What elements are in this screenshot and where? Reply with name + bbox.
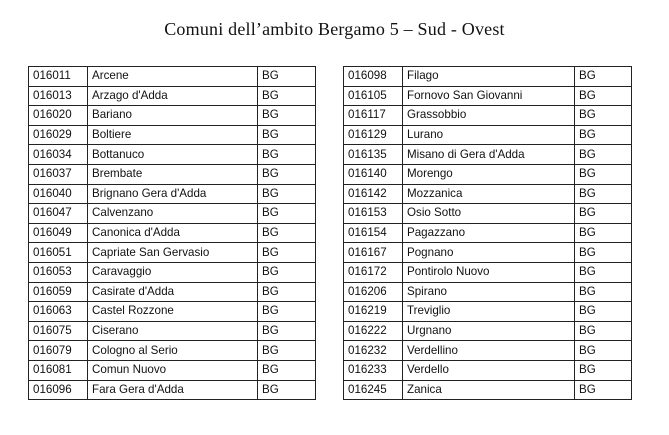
istat-code-cell: 016049: [29, 223, 88, 243]
istat-code-cell: 016219: [344, 302, 403, 322]
municipality-table-right: [343, 66, 632, 400]
province-cell: BG: [575, 204, 632, 224]
municipality-name-cell: Caravaggio: [88, 262, 258, 282]
istat-code-cell: 016059: [29, 282, 88, 302]
municipality-name-cell: Spirano: [403, 282, 575, 302]
province-cell: BG: [575, 341, 632, 361]
istat-code-cell: 016129: [344, 125, 403, 145]
province-cell: BG: [258, 262, 316, 282]
province-cell: BG: [258, 184, 316, 204]
municipality-name-cell: Brignano Gera d'Adda: [88, 184, 258, 204]
province-cell: BG: [575, 223, 632, 243]
municipality-name-cell: Boltiere: [88, 125, 258, 145]
table-row: [29, 282, 316, 302]
province-cell: BG: [258, 86, 316, 106]
table-row: [29, 184, 316, 204]
table-row: [29, 223, 316, 243]
province-cell: BG: [575, 321, 632, 341]
istat-code-cell: 016013: [29, 86, 88, 106]
table-row: [29, 262, 316, 282]
municipality-name-cell: Comun Nuovo: [88, 360, 258, 380]
table-row: [29, 145, 316, 165]
table-row: [344, 380, 632, 400]
table-row: [29, 86, 316, 106]
municipality-name-cell: Urgnano: [403, 321, 575, 341]
province-cell: BG: [575, 360, 632, 380]
province-cell: BG: [575, 380, 632, 400]
istat-code-cell: 016153: [344, 204, 403, 224]
istat-code-cell: 016233: [344, 360, 403, 380]
istat-code-cell: 016222: [344, 321, 403, 341]
province-cell: BG: [575, 145, 632, 165]
municipality-name-cell: Arzago d'Adda: [88, 86, 258, 106]
istat-code-cell: 016047: [29, 204, 88, 224]
istat-code-cell: 016051: [29, 243, 88, 263]
table-row: [29, 204, 316, 224]
municipality-name-cell: Pognano: [403, 243, 575, 263]
istat-code-cell: 016011: [29, 67, 88, 87]
municipality-name-cell: Mozzanica: [403, 184, 575, 204]
province-cell: BG: [258, 204, 316, 224]
province-cell: BG: [575, 86, 632, 106]
istat-code-cell: 016105: [344, 86, 403, 106]
municipality-name-cell: Castel Rozzone: [88, 302, 258, 322]
province-cell: BG: [258, 125, 316, 145]
table-row: [344, 164, 632, 184]
municipality-name-cell: Treviglio: [403, 302, 575, 322]
istat-code-cell: 016081: [29, 360, 88, 380]
table-row: [344, 106, 632, 126]
table-row: [344, 204, 632, 224]
table-row: [29, 302, 316, 322]
municipality-name-cell: Canonica d'Adda: [88, 223, 258, 243]
table-row: [29, 360, 316, 380]
istat-code-cell: 016117: [344, 106, 403, 126]
province-cell: BG: [258, 164, 316, 184]
istat-code-cell: 016040: [29, 184, 88, 204]
municipality-name-cell: Capriate San Gervasio: [88, 243, 258, 263]
istat-code-cell: 016098: [344, 67, 403, 87]
province-cell: BG: [258, 360, 316, 380]
municipality-name-cell: Fara Gera d'Adda: [88, 380, 258, 400]
municipality-name-cell: Osio Sotto: [403, 204, 575, 224]
province-cell: BG: [258, 67, 316, 87]
istat-code-cell: 016096: [29, 380, 88, 400]
table-row: [344, 341, 632, 361]
istat-code-cell: 016079: [29, 341, 88, 361]
municipality-name-cell: Pagazzano: [403, 223, 575, 243]
province-cell: BG: [258, 243, 316, 263]
municipality-table-left: [28, 66, 316, 400]
province-cell: BG: [575, 106, 632, 126]
table-row: [344, 86, 632, 106]
municipality-name-cell: Brembate: [88, 164, 258, 184]
istat-code-cell: 016034: [29, 145, 88, 165]
province-cell: BG: [258, 223, 316, 243]
municipality-name-cell: Calvenzano: [88, 204, 258, 224]
municipality-name-cell: Ciserano: [88, 321, 258, 341]
municipality-name-cell: Arcene: [88, 67, 258, 87]
municipality-name-cell: Verdello: [403, 360, 575, 380]
province-cell: BG: [575, 184, 632, 204]
table-row: [344, 223, 632, 243]
istat-code-cell: 016020: [29, 106, 88, 126]
province-cell: BG: [258, 282, 316, 302]
istat-code-cell: 016232: [344, 341, 403, 361]
province-cell: BG: [575, 282, 632, 302]
table-row: [344, 360, 632, 380]
municipality-name-cell: Bariano: [88, 106, 258, 126]
province-cell: BG: [575, 164, 632, 184]
municipality-name-cell: Bottanuco: [88, 145, 258, 165]
istat-code-cell: 016063: [29, 302, 88, 322]
table-row: [29, 321, 316, 341]
province-cell: BG: [575, 125, 632, 145]
table-row: [344, 145, 632, 165]
province-cell: BG: [575, 262, 632, 282]
municipality-name-cell: Casirate d'Adda: [88, 282, 258, 302]
table-row: [344, 184, 632, 204]
municipality-name-cell: Cologno al Serio: [88, 341, 258, 361]
province-cell: BG: [575, 243, 632, 263]
municipality-name-cell: Pontirolo Nuovo: [403, 262, 575, 282]
table-row: [29, 380, 316, 400]
istat-code-cell: 016029: [29, 125, 88, 145]
istat-code-cell: 016206: [344, 282, 403, 302]
table-row: [29, 341, 316, 361]
province-cell: BG: [575, 302, 632, 322]
table-row: [344, 302, 632, 322]
province-cell: BG: [258, 321, 316, 341]
istat-code-cell: 016140: [344, 164, 403, 184]
page-title: Comuni dell’ambito Bergamo 5 – Sud - Ovest: [164, 19, 505, 39]
municipality-name-cell: Grassobbio: [403, 106, 575, 126]
istat-code-cell: 016142: [344, 184, 403, 204]
table-row: [344, 282, 632, 302]
istat-code-cell: 016075: [29, 321, 88, 341]
table-row: [29, 106, 316, 126]
istat-code-cell: 016172: [344, 262, 403, 282]
municipality-name-cell: Verdellino: [403, 341, 575, 361]
table-row: [344, 321, 632, 341]
table-row: [29, 243, 316, 263]
table-row: [344, 262, 632, 282]
table-right-body: [344, 67, 632, 400]
municipality-name-cell: Morengo: [403, 164, 575, 184]
province-cell: BG: [258, 302, 316, 322]
istat-code-cell: 016167: [344, 243, 403, 263]
province-cell: BG: [258, 106, 316, 126]
municipality-name-cell: Zanica: [403, 380, 575, 400]
istat-code-cell: 016135: [344, 145, 403, 165]
table-row: [29, 67, 316, 87]
table-row: [29, 164, 316, 184]
table-row: [344, 67, 632, 87]
istat-code-cell: 016053: [29, 262, 88, 282]
province-cell: BG: [575, 67, 632, 87]
municipality-name-cell: Lurano: [403, 125, 575, 145]
province-cell: BG: [258, 145, 316, 165]
municipality-name-cell: Misano di Gera d'Adda: [403, 145, 575, 165]
municipality-name-cell: Filago: [403, 67, 575, 87]
table-row: [29, 125, 316, 145]
table-row: [344, 125, 632, 145]
istat-code-cell: 016037: [29, 164, 88, 184]
table-left-body: [29, 67, 316, 400]
province-cell: BG: [258, 380, 316, 400]
table-row: [344, 243, 632, 263]
istat-code-cell: 016154: [344, 223, 403, 243]
province-cell: BG: [258, 341, 316, 361]
istat-code-cell: 016245: [344, 380, 403, 400]
municipality-name-cell: Fornovo San Giovanni: [403, 86, 575, 106]
